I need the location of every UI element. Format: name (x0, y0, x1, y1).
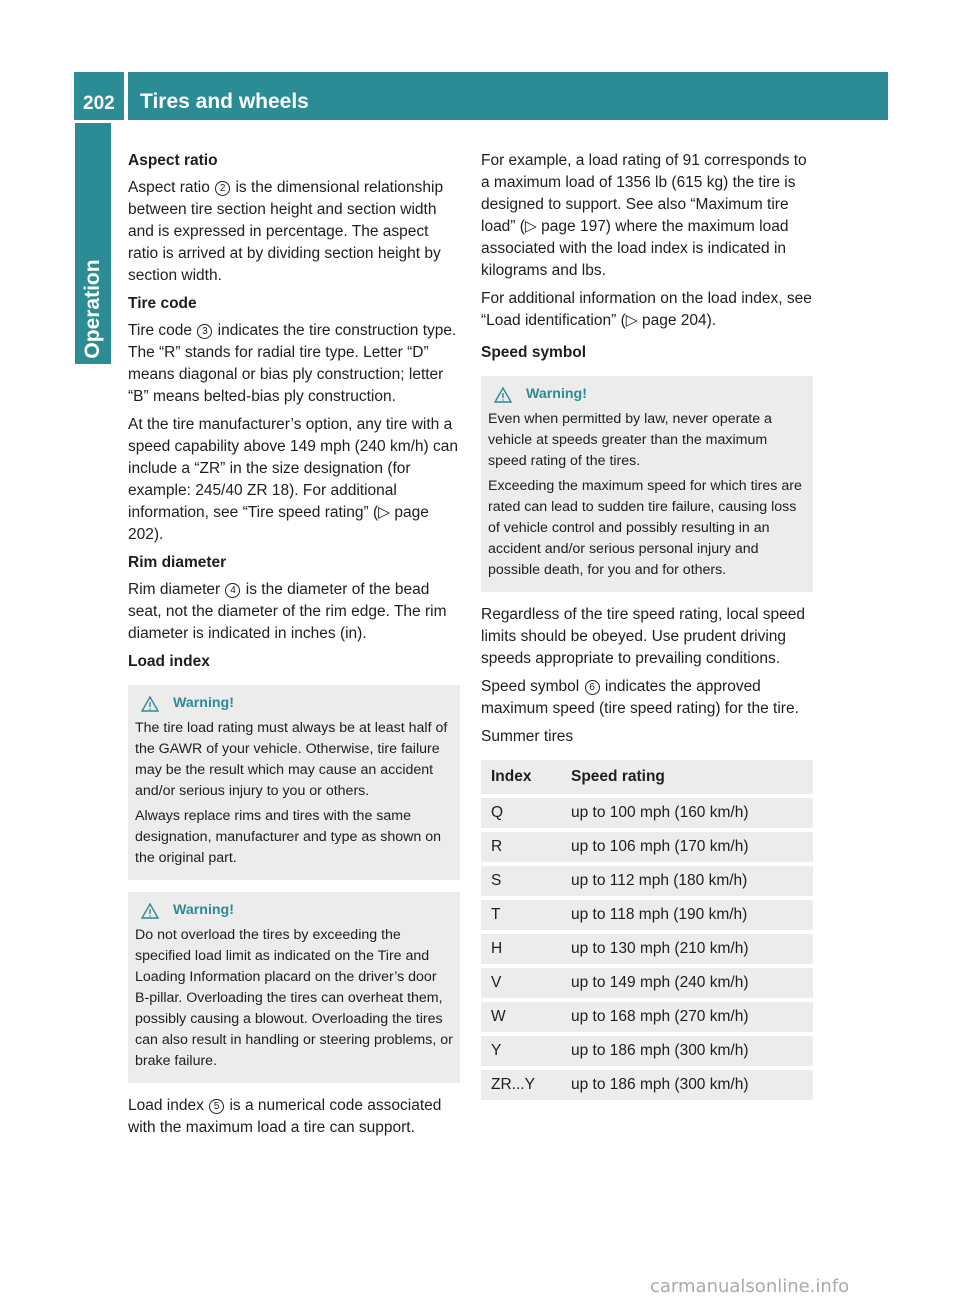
section-title: Tires and wheels (128, 72, 888, 120)
speed-cell: up to 168 mph (270 km/h) (561, 1002, 813, 1032)
warning-triangle-icon (141, 696, 159, 712)
warning-triangle-icon (141, 903, 159, 919)
speed-rating-table (481, 756, 813, 1104)
warning-title: Warning! (135, 900, 453, 921)
speed-cell: up to 100 mph (160 km/h) (561, 798, 813, 828)
table-row (481, 1036, 813, 1066)
index-cell: T (481, 900, 561, 930)
table-header-row (481, 760, 813, 794)
speed-heading: Speed symbol (481, 344, 587, 361)
index-cell: R (481, 832, 561, 862)
rim-paragraph: Rim diameter 4 is the diameter of the bead seat, not the diameter of the rim edge. The rim diameter is indicated in inches (in). (128, 581, 447, 642)
index-cell: W (481, 1002, 561, 1032)
table-header-index: Index (481, 760, 561, 794)
aspect-heading: Aspect ratio (128, 152, 218, 169)
table-header-speed: Speed rating (561, 760, 813, 794)
warning-text: Exceeding the maximum speed for which tires are rated can lead to sudden tire failure, causing loss of vehicle control and possibly resulting in an accident and/or serious personal injury and possible death, for you and for others. (488, 478, 802, 578)
callout-6: 6 (585, 680, 600, 695)
callout-4: 4 (225, 583, 240, 598)
callout-5: 5 (209, 1099, 224, 1114)
speed-cell: up to 118 mph (190 km/h) (561, 900, 813, 930)
side-tab-label: Operation (81, 259, 104, 359)
aspect-paragraph: Aspect ratio 2 is the dimensional relationship between tire section height and section width and is expressed in percentage. The aspect ratio is arrived at by dividing section height by section width. (128, 179, 444, 284)
speed-cell: up to 186 mph (300 km/h) (561, 1070, 813, 1100)
side-tab-label-wrap (75, 254, 111, 364)
speed-cell: up to 130 mph (210 km/h) (561, 934, 813, 964)
table-row (481, 1070, 813, 1100)
warning-box-load (128, 685, 460, 880)
index-cell: V (481, 968, 561, 998)
table-row (481, 934, 813, 964)
zr-paragraph: At the tire manufacturer’s option, any tire with a speed capability above 149 mph (240 km/h) can include a “ZR” in the size designation (for example: 245/40 ZR 18). For additional information, see “Tire speed rating” (▷ page 202). (128, 416, 459, 543)
callout-3: 3 (197, 324, 212, 339)
warning-text: Do not overload the tires by exceeding the specified load limit as indicated on the Tire and Loading Information placard on the driver’s door B-pillar. Overloading the tires can overheat them, possibly causing a blowout. Overloading the tires can also result in handling or steering problems, or brake failure. (135, 927, 453, 1069)
load-example-paragraph: For example, a load rating of 91 corresponds to a maximum load of 1356 lb (615 kg) the tire is designed to support. See also “Maximum tire load” (▷ page 197) where the maximum load associated with the load index is indicated in kilograms and lbs. (481, 152, 807, 279)
regardless-paragraph: Regardless of the tire speed rating, local speed limits should be obeyed. Use prudent driving speeds appropriate to prevailing conditions. (481, 606, 805, 667)
warning-title: Warning! (135, 693, 453, 714)
warning-box-overload (128, 892, 460, 1083)
page-number: 202 (74, 72, 124, 120)
table-row (481, 832, 813, 862)
table-row (481, 968, 813, 998)
load-heading: Load index (128, 653, 210, 670)
speed-cell: up to 186 mph (300 km/h) (561, 1036, 813, 1066)
load-additional-paragraph: For additional information on the load index, see “Load identification” (▷ page 204). (481, 290, 812, 329)
index-cell: H (481, 934, 561, 964)
callout-2: 2 (215, 181, 230, 196)
load-index-paragraph: Load index 5 is a numerical code associated with the maximum load a tire can support. (128, 1097, 442, 1136)
warning-title: Warning! (488, 384, 806, 405)
table-row (481, 1002, 813, 1032)
table-row (481, 866, 813, 896)
warning-text: Always replace rims and tires with the same designation, manufacturer and type as shown on the original part. (135, 808, 442, 866)
index-cell: S (481, 866, 561, 896)
index-cell: ZR...Y (481, 1070, 561, 1100)
speed-symbol-paragraph: Speed symbol 6 indicates the approved maximum speed (tire speed rating) for the tire. (481, 678, 799, 717)
speed-cell: up to 112 mph (180 km/h) (561, 866, 813, 896)
warning-triangle-icon (494, 387, 512, 403)
summer-tires-label: Summer tires (481, 728, 574, 745)
warning-text: Even when permitted by law, never operate a vehicle at speeds greater than the maximum speed rating of the tires. (488, 411, 772, 469)
table-row (481, 798, 813, 828)
index-cell: Y (481, 1036, 561, 1066)
table-row (481, 900, 813, 930)
warning-box-speed (481, 376, 813, 592)
watermark: carmanualsonline.info (650, 1276, 850, 1297)
speed-cell: up to 149 mph (240 km/h) (561, 968, 813, 998)
warning-text: The tire load rating must always be at least half of the GAWR of your vehicle. Otherwise, tire failure may be the result which may cause an accident and/or serious injury to you or others. (135, 720, 448, 799)
rim-heading: Rim diameter (128, 554, 227, 571)
index-cell: Q (481, 798, 561, 828)
tire-code-paragraph: Tire code 3 indicates the tire construction type. The “R” stands for radial tire type. Letter “D” means diagonal or bias ply construction; letter “B” means belted-bias ply construction. (128, 322, 457, 405)
speed-cell: up to 106 mph (170 km/h) (561, 832, 813, 862)
left-column (128, 150, 460, 1145)
right-column (481, 150, 813, 1104)
tire-code-heading: Tire code (128, 295, 197, 312)
